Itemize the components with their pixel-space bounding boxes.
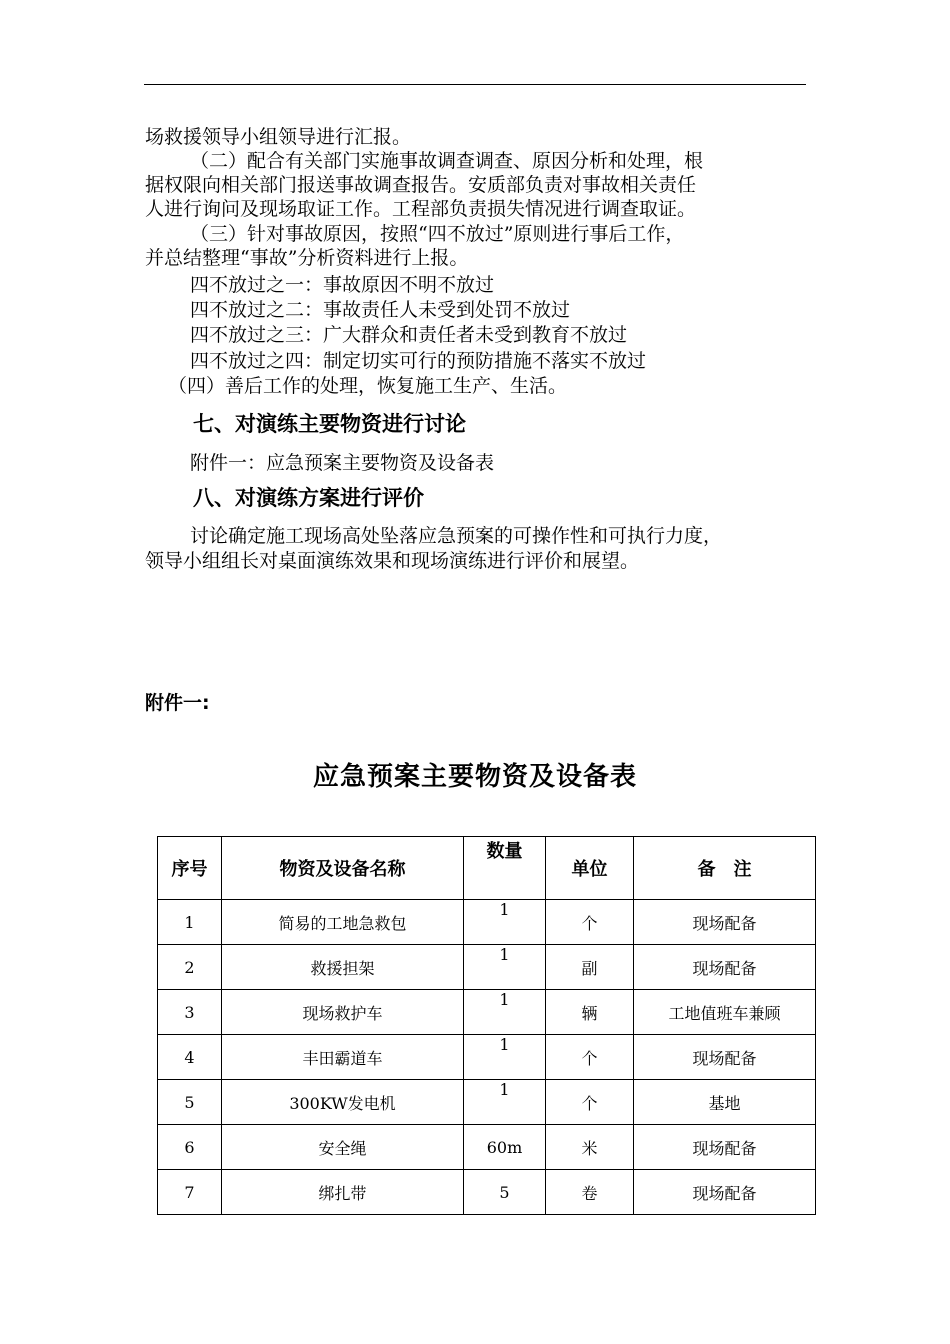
body-line: 场救援领导小组领导进行汇报。 xyxy=(145,126,412,148)
table-row xyxy=(158,990,816,1035)
header-cell: 单位 xyxy=(546,837,634,900)
table-cell: 1 xyxy=(464,1080,546,1125)
table-cell: 辆 xyxy=(546,990,634,1035)
section8-heading: 八、对演练方案进行评价 xyxy=(193,486,424,510)
section7-text: 附件一：应急预案主要物资及设备表 xyxy=(190,452,495,474)
table-row xyxy=(158,1125,816,1170)
body-line: 据权限向相关部门报送事故调查报告。安质部负责对事故相关责任 xyxy=(145,174,697,196)
table-cell: 1 xyxy=(158,900,222,945)
section7-heading: 七、对演练主要物资进行讨论 xyxy=(193,412,466,436)
header-rule xyxy=(144,84,806,85)
body-line: 人进行询问及现场取证工作。工程部负责损失情况进行调查取证。 xyxy=(145,198,697,220)
header-cell: 数量 xyxy=(464,837,546,900)
body-line: 四不放过之三：广大群众和责任者未受到教育不放过 xyxy=(190,324,628,346)
table-row xyxy=(158,945,816,990)
table-cell: 4 xyxy=(158,1035,222,1080)
table-title: 应急预案主要物资及设备表 xyxy=(312,762,637,792)
equipment-table xyxy=(157,836,816,1215)
table-cell: 现场配备 xyxy=(634,945,816,990)
table-cell: 1 xyxy=(464,990,546,1035)
annex-label: 附件一: xyxy=(145,692,210,714)
header-cell: 备 注 xyxy=(634,837,816,900)
table-cell: 1 xyxy=(464,945,546,990)
table-cell: 个 xyxy=(546,900,634,945)
table-cell: 安全绳 xyxy=(222,1125,464,1170)
table-cell: 个 xyxy=(546,1035,634,1080)
table-row xyxy=(158,900,816,945)
table-cell: 7 xyxy=(158,1170,222,1215)
table-cell: 米 xyxy=(546,1125,634,1170)
body-line: （四）善后工作的处理，恢复施工生产、生活。 xyxy=(168,375,568,397)
table-cell: 现场配备 xyxy=(634,1170,816,1215)
table-cell: 卷 xyxy=(546,1170,634,1215)
body-line: （二）配合有关部门实施事故调查调查、原因分析和处理，根 xyxy=(190,150,704,172)
table-row xyxy=(158,1035,816,1080)
table-header-row xyxy=(158,837,816,900)
table-cell: 丰田霸道车 xyxy=(222,1035,464,1080)
table-cell: 副 xyxy=(546,945,634,990)
table-cell: 工地值班车兼顾 xyxy=(634,990,816,1035)
body-line: 并总结整理“事故”分析资料进行上报。 xyxy=(145,247,469,269)
header-cell: 物资及设备名称 xyxy=(222,837,464,900)
table-cell: 5 xyxy=(464,1170,546,1215)
table-row xyxy=(158,1080,816,1125)
table-cell: 60m xyxy=(464,1125,546,1170)
table-cell: 300KW发电机 xyxy=(222,1080,464,1125)
section8-line: 讨论确定施工现场高处坠落应急预案的可操作性和可执行力度， xyxy=(190,525,723,547)
table-cell: 个 xyxy=(546,1080,634,1125)
body-line: 四不放过之四：制定切实可行的预防措施不落实不放过 xyxy=(190,350,647,372)
table-cell: 6 xyxy=(158,1125,222,1170)
section8-line: 领导小组组长对桌面演练效果和现场演练进行评价和展望。 xyxy=(145,550,640,572)
table-cell: 现场配备 xyxy=(634,1035,816,1080)
table-cell: 基地 xyxy=(634,1080,816,1125)
table-cell: 1 xyxy=(464,900,546,945)
table-cell: 绑扎带 xyxy=(222,1170,464,1215)
table-cell: 现场救护车 xyxy=(222,990,464,1035)
table-cell: 1 xyxy=(464,1035,546,1080)
table-cell: 现场配备 xyxy=(634,900,816,945)
body-line: （三）针对事故原因，按照“四不放过”原则进行事后工作， xyxy=(190,223,685,245)
table-cell: 救援担架 xyxy=(222,945,464,990)
body-line: 四不放过之二：事故责任人未受到处罚不放过 xyxy=(190,299,571,321)
table-cell: 现场配备 xyxy=(634,1125,816,1170)
table-cell: 5 xyxy=(158,1080,222,1125)
header-cell: 序号 xyxy=(158,837,222,900)
table-cell: 3 xyxy=(158,990,222,1035)
table-cell: 简易的工地急救包 xyxy=(222,900,464,945)
table-cell: 2 xyxy=(158,945,222,990)
table-row xyxy=(158,1170,816,1215)
body-line: 四不放过之一：事故原因不明不放过 xyxy=(190,274,495,296)
